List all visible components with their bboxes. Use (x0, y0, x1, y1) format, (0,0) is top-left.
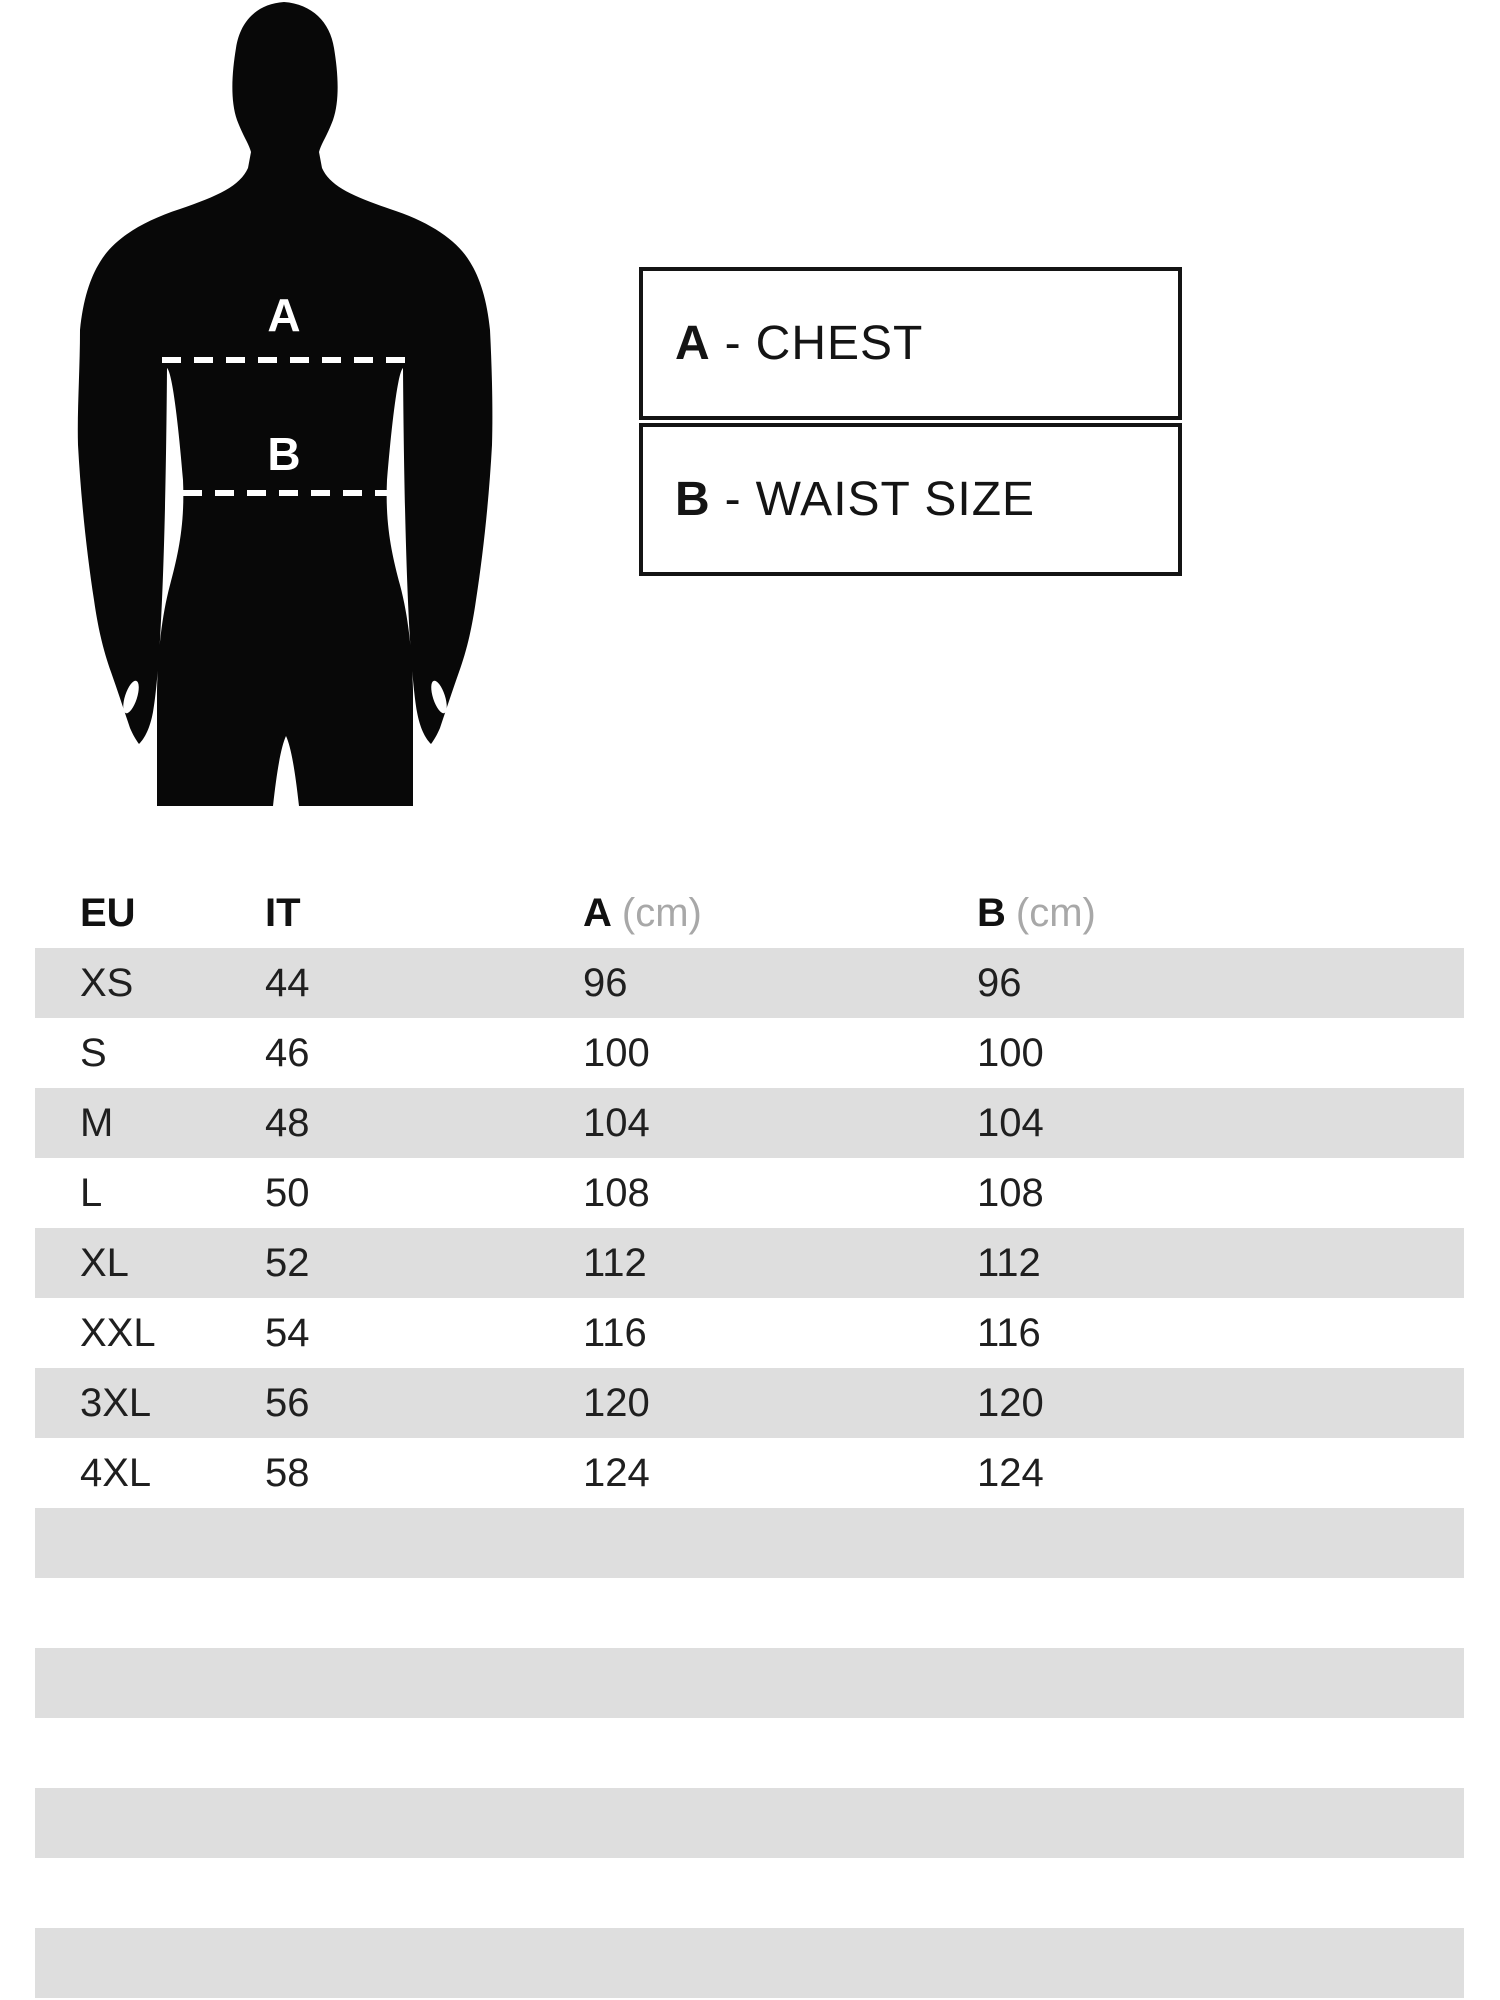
table-cell: 54 (265, 1310, 310, 1355)
table-cell: XL (80, 1240, 129, 1285)
empty-row (35, 1578, 1464, 1648)
table-cell: 116 (583, 1310, 647, 1355)
header-cell: B (cm) (977, 890, 1096, 935)
table-cell: XS (80, 960, 134, 1005)
header-cell: EU (80, 890, 136, 935)
table-row (35, 1438, 1464, 1508)
chest-label: A (267, 289, 301, 341)
table-row (35, 1228, 1464, 1298)
table-cell: 120 (977, 1380, 1044, 1425)
table-cell: 120 (583, 1380, 650, 1425)
table-cell: 104 (977, 1100, 1044, 1145)
body-silhouette-figure (0, 0, 520, 810)
table-cell: 104 (583, 1100, 650, 1145)
table-cell: 108 (977, 1170, 1044, 1215)
table-cell: L (80, 1170, 103, 1215)
empty-row (35, 1928, 1464, 1998)
table-cell: 112 (977, 1240, 1041, 1285)
table-cell: S (80, 1030, 107, 1075)
table-cell: M (80, 1100, 114, 1145)
measurement-legend (639, 267, 1182, 576)
header-unit: (cm) (621, 890, 702, 935)
table-cell: 50 (265, 1170, 310, 1215)
legend-key: A (675, 317, 711, 370)
empty-row (35, 1718, 1464, 1788)
table-cell: 100 (977, 1030, 1044, 1075)
header-cell: IT (265, 890, 301, 935)
table-cell: 44 (265, 960, 310, 1005)
table-cell: 52 (265, 1240, 310, 1285)
empty-row (35, 1508, 1464, 1578)
legend-separator: - (724, 317, 742, 370)
table-cell: 124 (583, 1450, 650, 1495)
legend-row-waist (639, 423, 1182, 576)
table-cell: 58 (265, 1450, 310, 1495)
table-header-row (35, 878, 1464, 948)
table-row (35, 1368, 1464, 1438)
table-cell: 124 (977, 1450, 1044, 1495)
legend-label: CHEST (755, 317, 924, 370)
empty-row (35, 1648, 1464, 1718)
table-cell: 112 (583, 1240, 647, 1285)
table-cell: 116 (977, 1310, 1041, 1355)
table-cell: 96 (583, 960, 628, 1005)
table-row (35, 1298, 1464, 1368)
table-cell: 96 (977, 960, 1022, 1005)
table-row (35, 1088, 1464, 1158)
table-cell: 56 (265, 1380, 310, 1425)
empty-row (35, 1858, 1464, 1928)
table-cell: 48 (265, 1100, 310, 1145)
table-cell: XXL (80, 1310, 156, 1355)
waist-label: B (267, 428, 301, 480)
table-row (35, 1158, 1464, 1228)
table-cell: 3XL (80, 1380, 152, 1425)
silhouette-path (78, 2, 493, 806)
legend-label: WAIST SIZE (755, 473, 1036, 526)
table-cell: 100 (583, 1030, 650, 1075)
legend-row-chest (639, 267, 1182, 420)
empty-row (35, 1788, 1464, 1858)
header-unit: (cm) (1015, 890, 1096, 935)
table-cell: 4XL (80, 1450, 152, 1495)
table-row (35, 948, 1464, 1018)
table-cell: 108 (583, 1170, 650, 1215)
legend-separator: - (724, 473, 742, 526)
header-cell: A (cm) (583, 890, 702, 935)
legend-key: B (675, 473, 711, 526)
table-cell: 46 (265, 1030, 310, 1075)
size-table (35, 878, 1464, 1998)
table-row (35, 1018, 1464, 1088)
